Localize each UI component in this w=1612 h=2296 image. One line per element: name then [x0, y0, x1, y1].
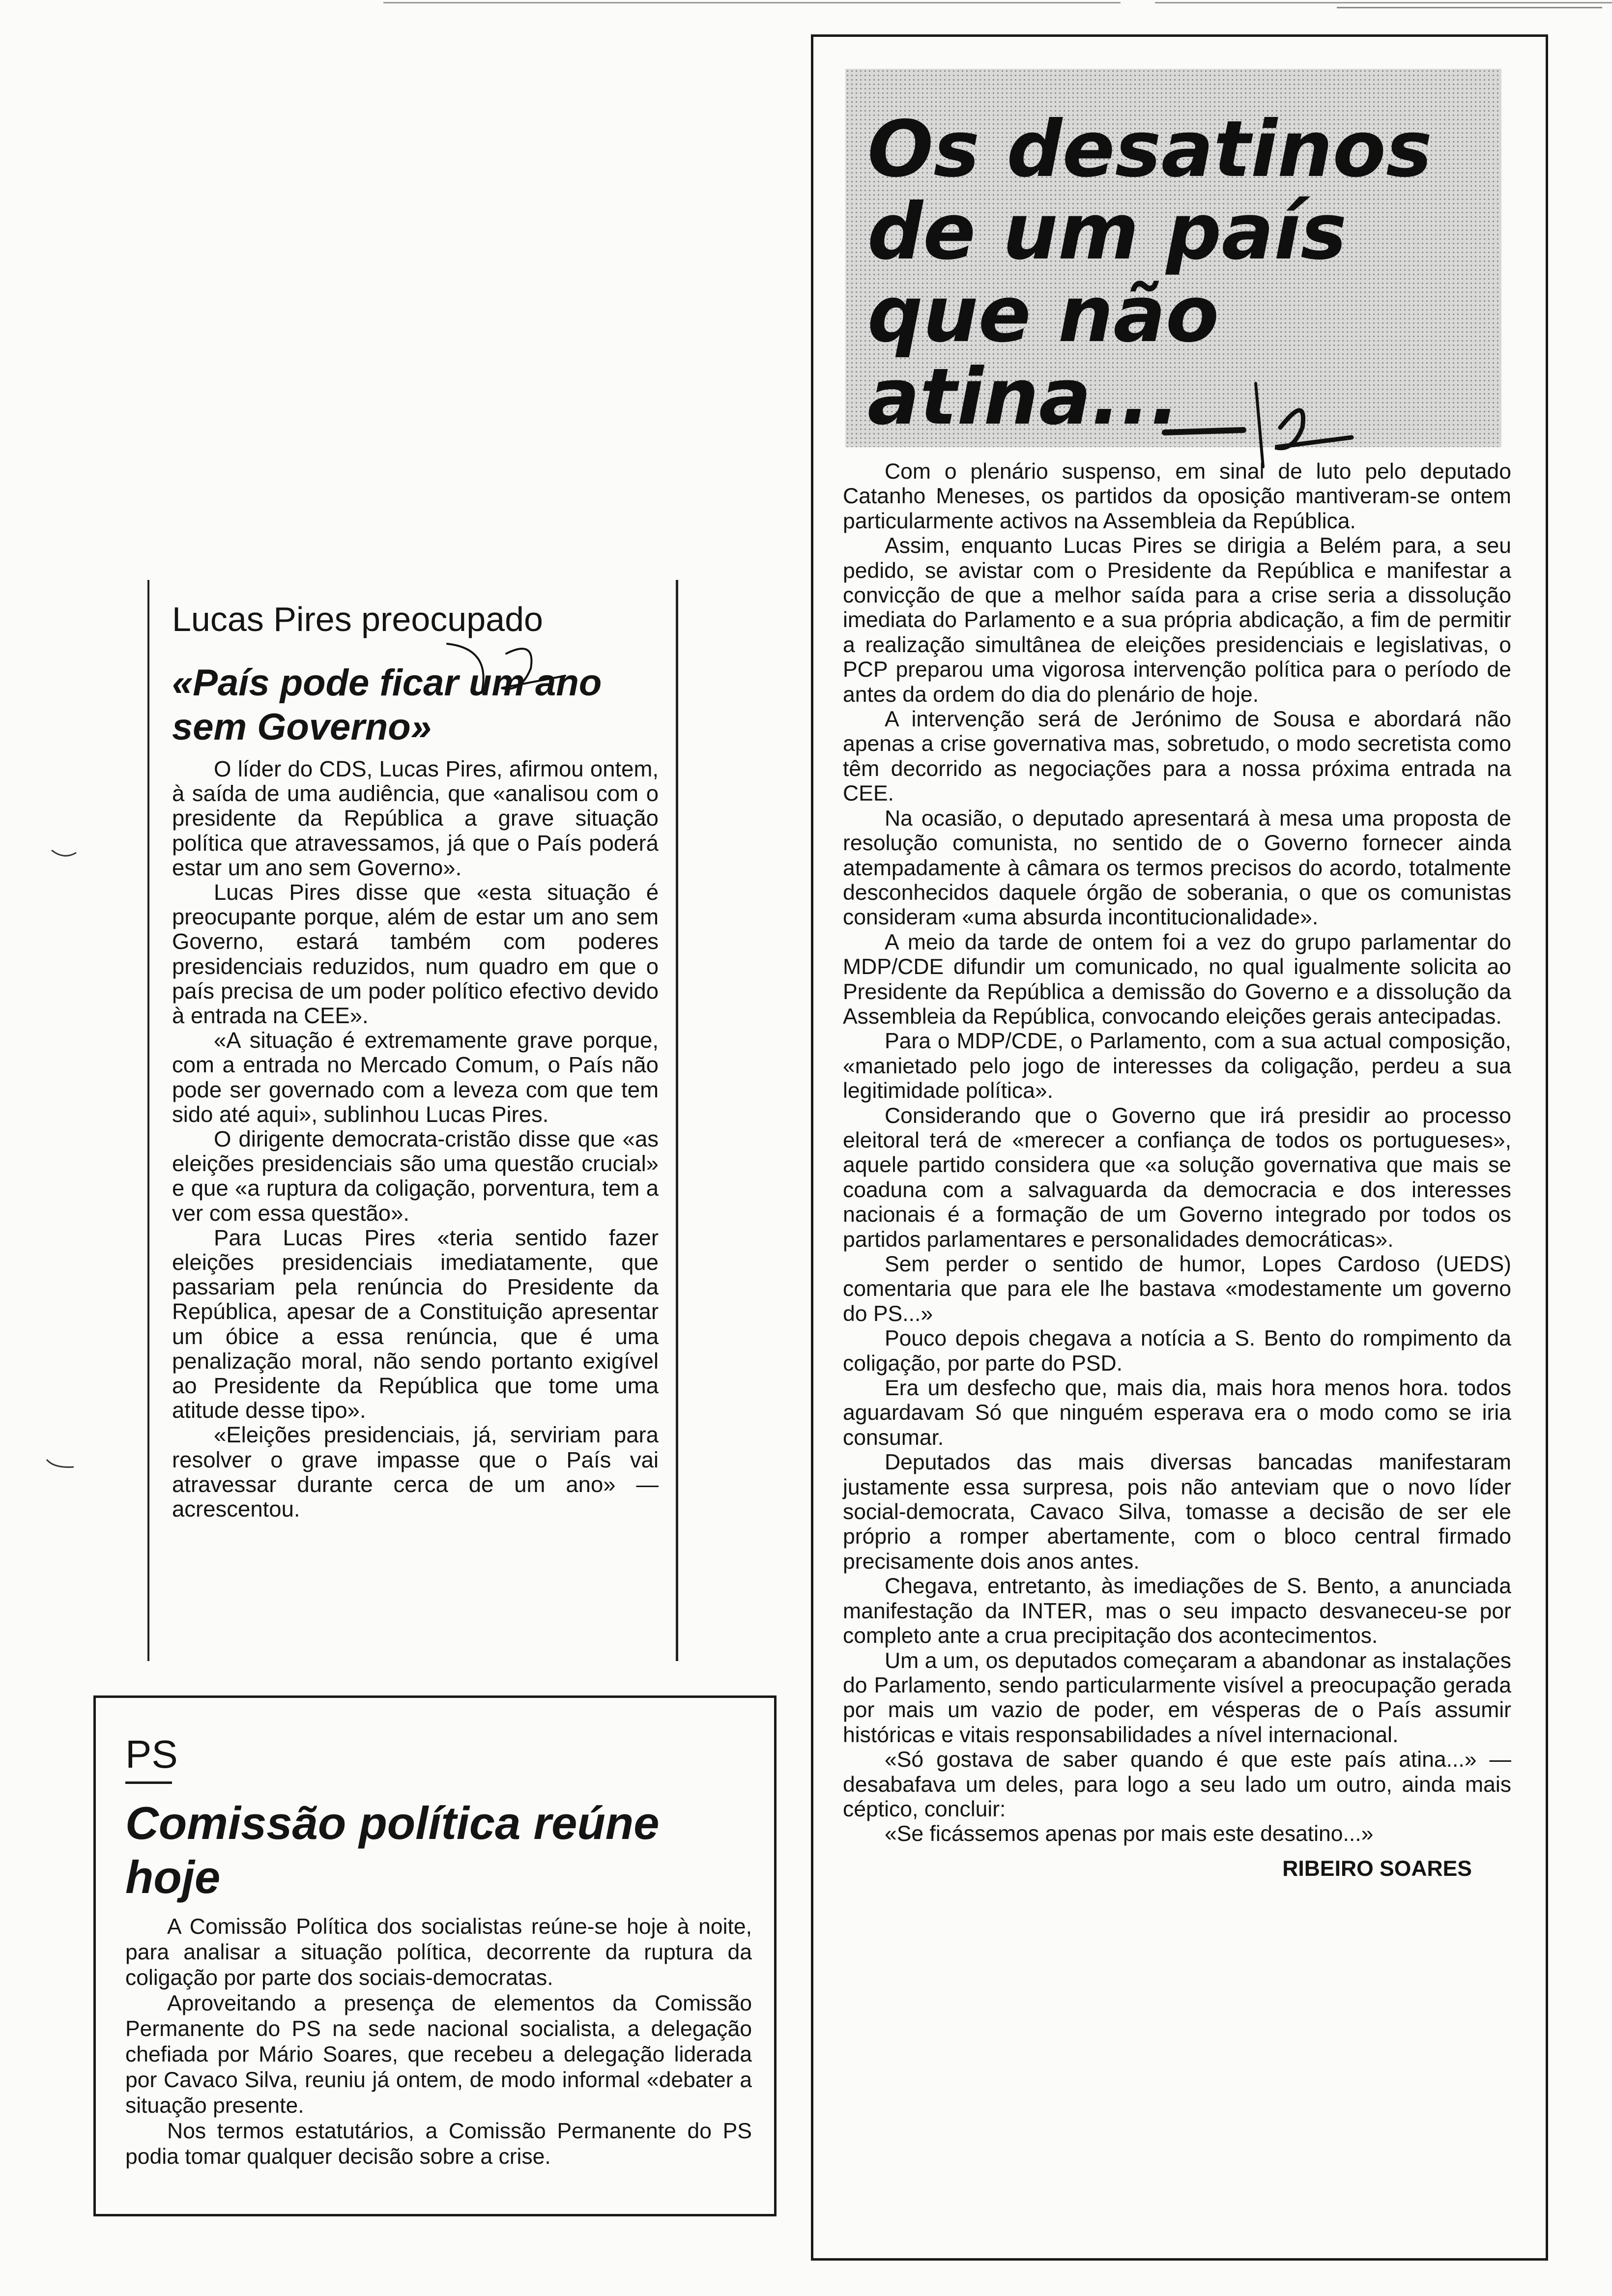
- paragraph: A Comissão Política dos socialistas reúne-se hoje à noite, para analisar a situação política, decorrente da ruptura da coligação por parte dos sociais-democratas.: [125, 1915, 752, 1990]
- paragraph: «Eleições presidenciais, já, serviriam para resolver o grave impasse que o País vai atravessar durante cerca de um ano» — acrescentou.: [172, 1422, 659, 1522]
- paragraph: Considerando que o Governo que irá presidir ao processo eleitoral terá de «merecer a confiança de todos os portugueses», aquele partido considera que «a solução governativa que mais se coaduna com a salvaguarda da democracia e dos interesses nacionais é a formação de um Governo integrado por todos os partidos parlamentares e personalidades democráticas».: [843, 1103, 1511, 1252]
- clip-border-left: [147, 580, 149, 1661]
- paragraph: Com o plenário suspenso, em sinal de luto pelo deputado Catanho Meneses, os partidos da oposição mantiveram-se ontem particularmente activos na Assembleia da República.: [843, 459, 1511, 533]
- article-headline: «País pode ficar um ano sem Governo»: [172, 662, 602, 748]
- paragraph: Para o MDP/CDE, o Parlamento, com a sua actual composição, «manietado pelo jogo de interesses da coligação, perdeu a sua legitimidade política».: [843, 1029, 1511, 1103]
- paragraph: Na ocasião, o deputado apresentará à mesa uma proposta de resolução comunista, no sentido de o Governo fornecer ainda atempadamente à câmara os termos precisos do acordo, totalmente desconhecidos daquele órgão de soberania, o que os comunistas consideram «uma absurda incontitucionalidade».: [843, 806, 1511, 930]
- lucas-pires-article: [147, 580, 678, 1661]
- article-body: [125, 1914, 752, 2170]
- ps-article: [93, 1695, 777, 2216]
- article-body: [172, 757, 659, 1521]
- article-kicker: Lucas Pires preocupado: [172, 600, 543, 638]
- paragraph: Assim, enquanto Lucas Pires se dirigia a Belém para, a seu pedido, se avistar com o Presidente da República e manifestar a convicção de que a melhor saída para a crise seria a dissolução imediata do Parlamento e a sua própria abdicação, a fim de permitir a realização simultânea de eleições presidenciais e legislativas, o PCP preparou uma vigorosa intervenção política para o período de antes da ordem do dia do plenário de hoje.: [843, 534, 1511, 707]
- paragraph: Chegava, entretanto, às imediações de S. Bento, a anunciada manifestação da INTER, mas o seu impacto desvaneceu-se por completo ante a crua precipitação dos acontecimentos.: [843, 1574, 1511, 1648]
- paragraph: Aproveitando a presença de elementos da Comissão Permanente do PS na sede nacional socialista, a delegação chefiada por Mário Soares, que recebeu a delegação liderada por Cavaco Silva, reuniu já ontem, de modo informal «debater a situação presente.: [125, 1991, 752, 2118]
- paragraph: «A situação é extremamente grave porque, com a entrada no Mercado Comum, o País não pode ser governado com a leveza com que tem sido até aqui», sublinhou Lucas Pires.: [172, 1028, 659, 1127]
- paragraph: A intervenção será de Jerónimo de Sousa e abordará não apenas a crise governativa mas, sobretudo, o modo secretista como têm decorrido as negociações para a nossa próxima entrada na CEE.: [843, 707, 1511, 806]
- paragraph: «Só gostava de saber quando é que este país atina...» — desabafava um deles, para logo a seu lado um outro, ainda mais céptico, concluir:: [843, 1748, 1511, 1821]
- scan-mark: [49, 845, 79, 865]
- paragraph: Sem perder o sentido de humor, Lopes Cardoso (UEDS) comentaria que para ele lhe bastava «modestamente um governo do PS...»: [843, 1252, 1511, 1326]
- handwritten-annotation: [432, 619, 580, 718]
- scan-edge-line: [1155, 2, 1612, 3]
- paragraph: Lucas Pires disse que «esta situação é preocupante porque, além de estar um ano sem Governo, estará também com poderes presidenciais reduzidos, num quadro em que o país precisa de um poder político efectivo devido à entrada na CEE».: [172, 880, 659, 1029]
- clip-border-right: [676, 580, 678, 1661]
- paragraph: O dirigente democrata-cristão disse que «as eleições presidenciais são uma questão crucial» e que «a ruptura da coligação, porventura, tem a ver com essa questão».: [172, 1126, 659, 1226]
- kicker-rule: [125, 1781, 172, 1784]
- paragraph: Para Lucas Pires «teria sentido fazer eleições presidenciais imediatamente, que passariam pela renúncia do Presidente da República, apesar de a Constituição apresentar um óbice a essa renúncia, que é uma penalização moral, não sendo portanto exigível ao Presidente da República que tome uma atitude desse tipo».: [172, 1225, 659, 1423]
- paragraph: O líder do CDS, Lucas Pires, afirmou ontem, à saída de uma audiência, que «analisou com o presidente da República a grave situação política que atravessamos, já que o País poderá estar um ano sem Governo».: [172, 756, 659, 880]
- main-article: [811, 34, 1548, 2261]
- paragraph: Pouco depois chegava a notícia a S. Bento do rompimento da coligação, por parte do PSD.: [843, 1326, 1511, 1376]
- scan-edge-line: [383, 2, 1121, 3]
- article-body: [843, 459, 1511, 1881]
- handwritten-annotation: [1145, 373, 1381, 472]
- paragraph: A meio da tarde de ontem foi a vez do grupo parlamentar do MDP/CDE difundir um comunicado, no qual igualmente solicita ao Presidente da República a demissão do Governo e a dissolução da Assembleia da República, convocando eleições gerais antecipadas.: [843, 930, 1511, 1029]
- article-headline: Os desatinos de um país que não atina...: [867, 104, 1433, 442]
- article-headline: Comissão política reúne hoje: [125, 1797, 660, 1903]
- byline: RIBEIRO SOARES: [1282, 1856, 1472, 1881]
- scan-edge-line: [1337, 7, 1602, 8]
- paragraph: Um a um, os deputados começaram a abandonar as instalações do Parlamento, sendo particularmente visível a preocupação gerada por mais um vazio de poder, em vésperas de o País assumir históricas e vitais responsabilidades a nível internacional.: [843, 1648, 1511, 1747]
- scan-mark: [44, 1455, 79, 1474]
- paragraph: Deputados das mais diversas bancadas manifestaram justamente essa surpresa, pois não anteviam que o novo líder social-democrata, Cavaco Silva, tomasse a decisão de ser ele próprio a romper abertamente, com o bloco central firmado precisamente dois anos antes.: [843, 1450, 1511, 1574]
- article-kicker: PS: [125, 1732, 178, 1776]
- paragraph: «Se ficássemos apenas por mais este desatino...»: [885, 1822, 1374, 1846]
- paragraph: Era um desfecho que, mais dia, mais hora menos hora. todos aguardavam Só que ninguém esperava era o modo como se iria consumar.: [843, 1376, 1511, 1450]
- paragraph: Nos termos estatutários, a Comissão Permanente do PS podia tomar qualquer decisão sobre a crise.: [125, 2119, 752, 2169]
